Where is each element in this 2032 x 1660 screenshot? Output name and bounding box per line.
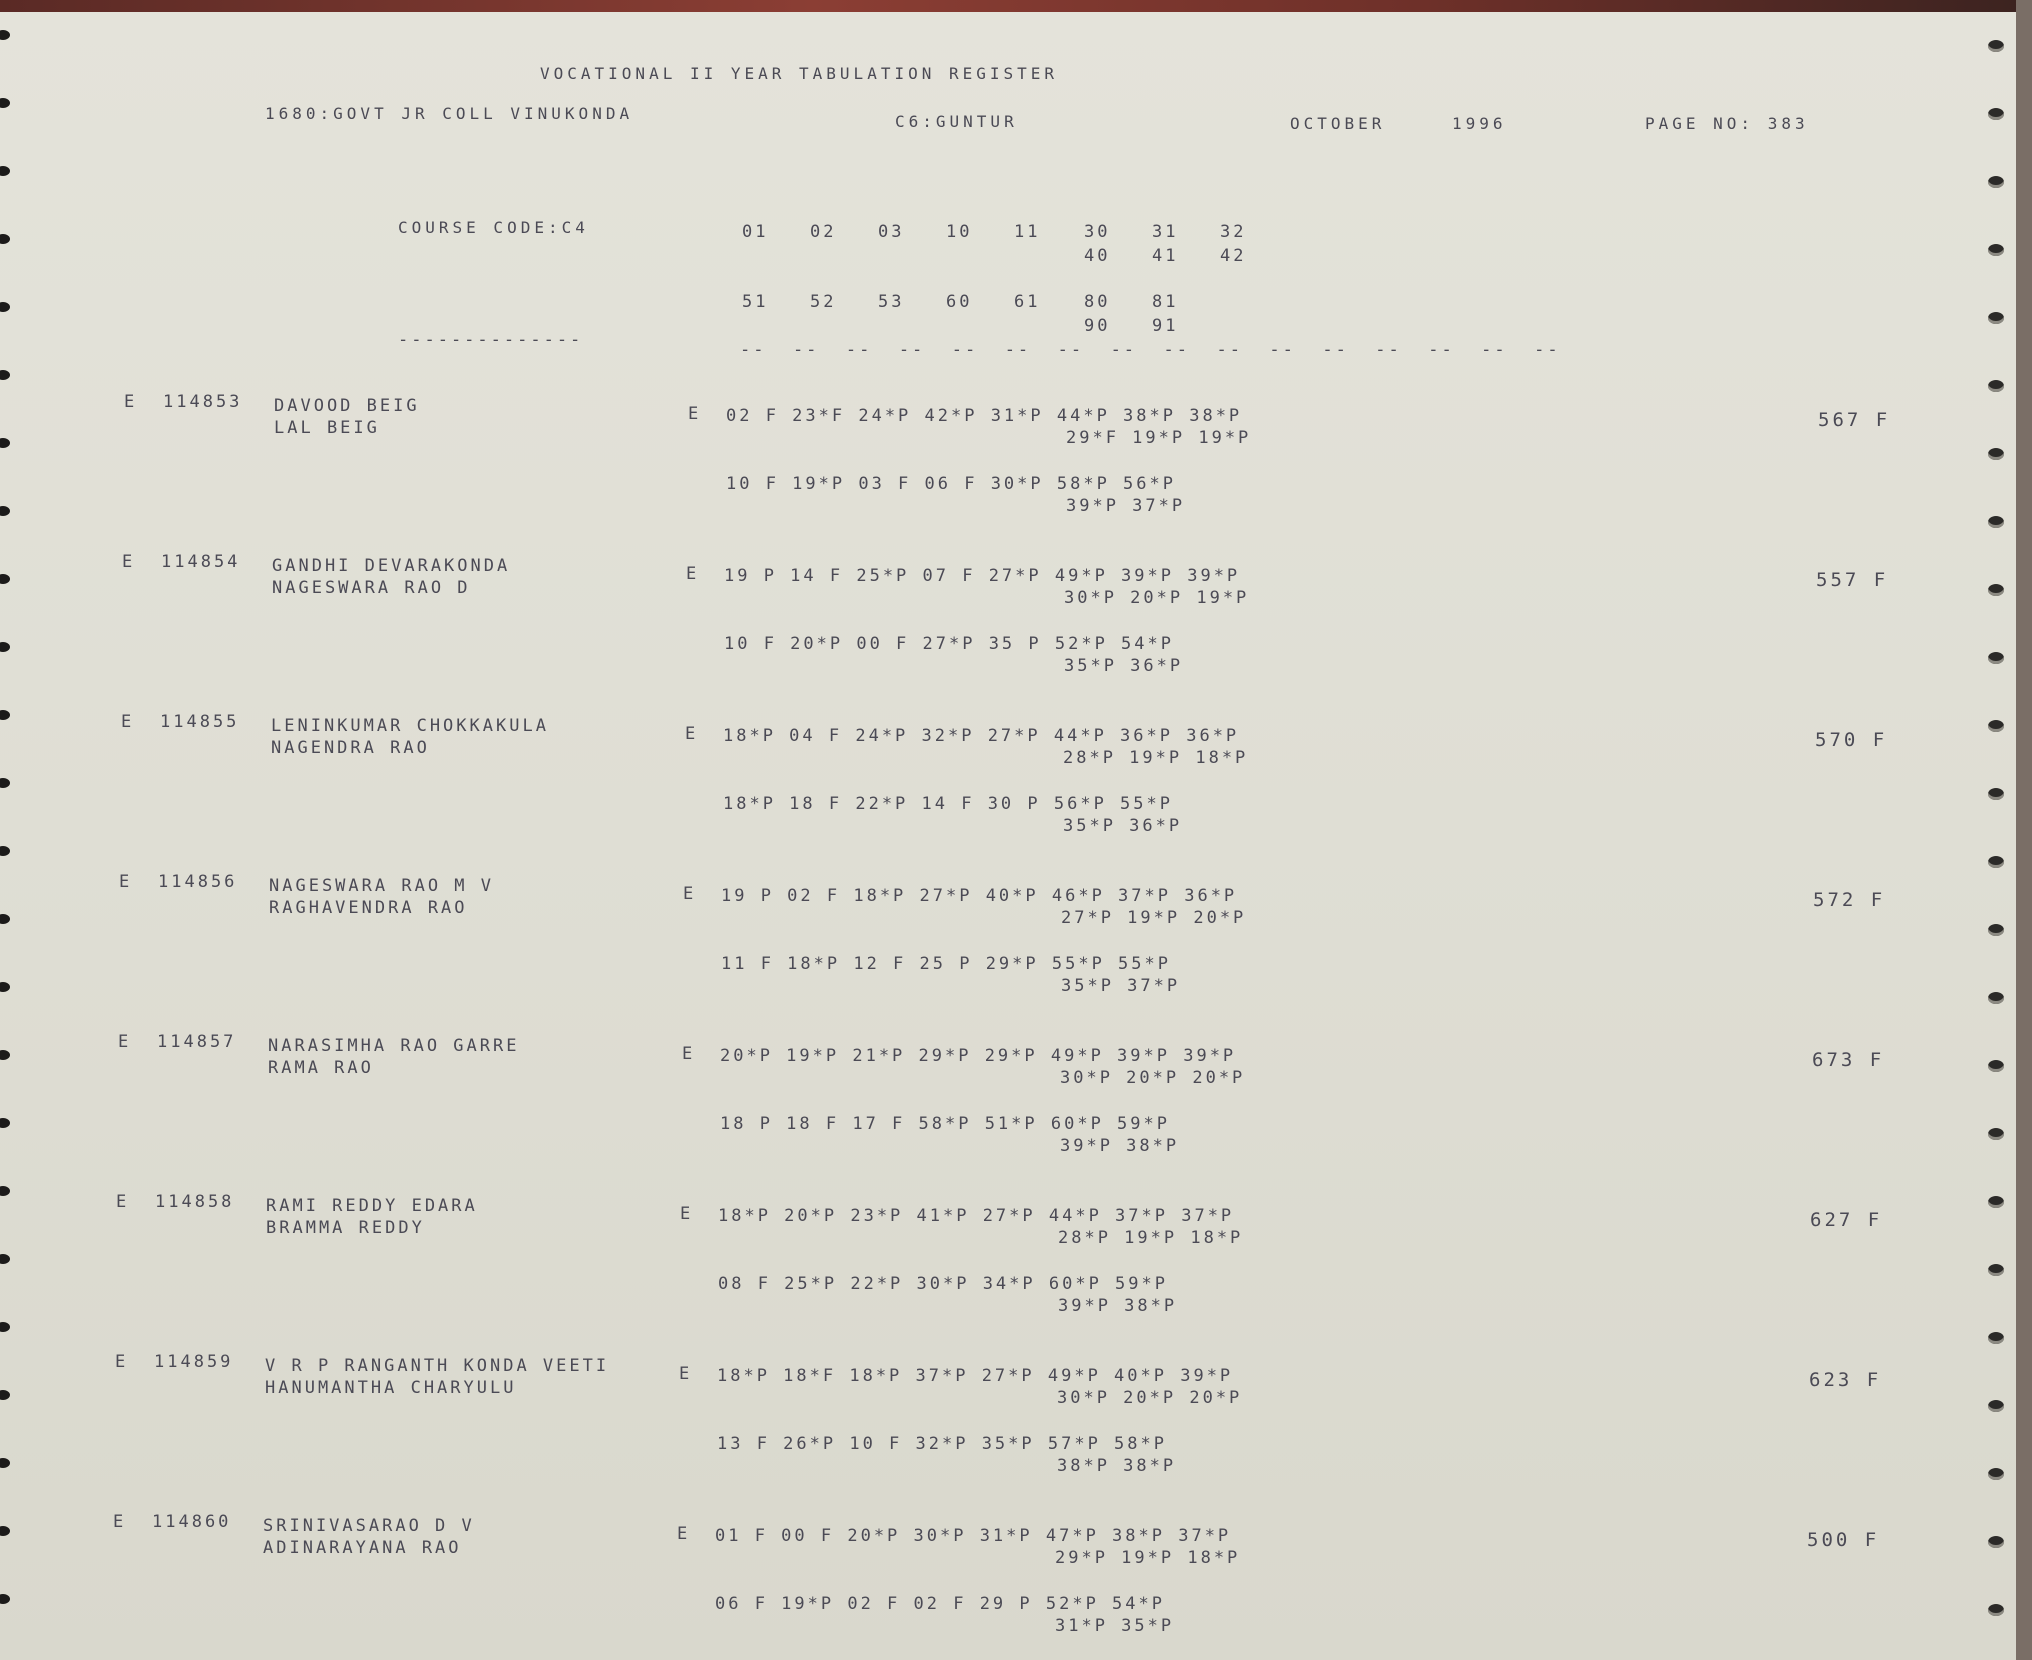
roll-number: 114859	[154, 1352, 234, 1372]
tractor-hole	[1988, 380, 2004, 392]
roll-number: 114858	[155, 1192, 235, 1212]
tractor-hole	[1988, 448, 2004, 460]
subject-code: 32	[1220, 222, 1247, 242]
subject-code: 11	[1014, 222, 1041, 242]
roll-number: 114856	[158, 872, 238, 892]
total-result: 557 F	[1816, 569, 1889, 591]
marks-row: 28*P 19*P 18*P	[1063, 748, 1249, 768]
student-flag: E	[122, 552, 136, 572]
marks-row: 30*P 20*P 19*P	[1064, 588, 1250, 608]
tractor-hole	[0, 1458, 10, 1468]
roll-number: 114855	[160, 712, 240, 732]
student-name: NARASIMHA RAO GARRE	[268, 1036, 520, 1056]
father-name: NAGESWARA RAO D	[272, 578, 471, 598]
total-result: 673 F	[1812, 1049, 1885, 1071]
tractor-hole	[0, 778, 10, 788]
marks-row: 38*P 38*P	[1057, 1456, 1177, 1476]
tractor-hole	[1988, 1332, 2004, 1344]
tractor-hole	[0, 1186, 10, 1196]
subject-code: 52	[810, 292, 837, 312]
tractor-hole	[0, 1322, 10, 1332]
tractor-hole	[0, 710, 10, 720]
marks-row: 27*P 19*P 20*P	[1061, 908, 1247, 928]
student-flag: E	[121, 712, 135, 732]
tractor-hole	[1988, 1264, 2004, 1276]
subject-code: 41	[1152, 246, 1179, 266]
subject-code: 53	[878, 292, 905, 312]
medium-code: E	[679, 1364, 693, 1384]
marks-row: 06 F 19*P 02 F 02 F 29 P 52*P 54*P	[715, 1594, 1165, 1614]
page-number: PAGE NO: 383	[1645, 114, 1809, 133]
marks-row: 19 P 14 F 25*P 07 F 27*P 49*P 39*P 39*P	[724, 566, 1241, 586]
tractor-hole	[1988, 584, 2004, 596]
tractor-hole	[1988, 516, 2004, 528]
tractor-hole	[0, 574, 10, 584]
course-code: COURSE CODE:C4	[398, 218, 589, 237]
medium-code: E	[680, 1204, 694, 1224]
marks-row: 39*P 37*P	[1066, 496, 1186, 516]
marks-row: 31*P 35*P	[1055, 1616, 1175, 1636]
tractor-hole	[0, 846, 10, 856]
father-name: RAMA RAO	[268, 1058, 374, 1078]
student-flag: E	[118, 1032, 132, 1052]
sheet-right-edge	[2016, 0, 2032, 1660]
marks-row: 28*P 19*P 18*P	[1058, 1228, 1244, 1248]
medium-code: E	[677, 1524, 691, 1544]
subject-code: 01	[742, 222, 769, 242]
total-result: 567 F	[1818, 409, 1891, 431]
medium-code: E	[688, 404, 702, 424]
tractor-hole	[0, 642, 10, 652]
marks-row: 18*P 20*P 23*P 41*P 27*P 44*P 37*P 37*P	[718, 1206, 1235, 1226]
tractor-hole	[0, 98, 10, 108]
total-result: 627 F	[1810, 1209, 1883, 1231]
marks-row: 30*P 20*P 20*P	[1057, 1388, 1243, 1408]
roll-number: 114853	[163, 392, 243, 412]
subject-code: 02	[810, 222, 837, 242]
roll-number: 114860	[152, 1512, 232, 1532]
student-name: GANDHI DEVARAKONDA	[272, 556, 511, 576]
tractor-hole	[1988, 720, 2004, 732]
marks-row: 35*P 37*P	[1061, 976, 1181, 996]
tractor-hole	[1988, 1536, 2004, 1548]
subject-code: 90	[1084, 316, 1111, 336]
father-name: NAGENDRA RAO	[271, 738, 430, 758]
marks-row: 30*P 20*P 20*P	[1060, 1068, 1246, 1088]
medium-code: E	[685, 724, 699, 744]
subject-code: 60	[946, 292, 973, 312]
tractor-hole	[1988, 856, 2004, 868]
medium-code: E	[683, 884, 697, 904]
student-flag: E	[124, 392, 138, 412]
father-name: BRAMMA REDDY	[266, 1218, 425, 1238]
district-code: C6:GUNTUR	[895, 112, 1018, 131]
tractor-hole	[1988, 312, 2004, 324]
marks-row: 18 P 18 F 17 F 58*P 51*P 60*P 59*P	[720, 1114, 1170, 1134]
college-name: 1680:GOVT JR COLL VINUKONDA	[265, 104, 634, 123]
tractor-hole	[1988, 652, 2004, 664]
father-name: LAL BEIG	[274, 418, 380, 438]
subject-code: 61	[1014, 292, 1041, 312]
tractor-hole	[1988, 1128, 2004, 1140]
total-result: 570 F	[1815, 729, 1888, 751]
roll-number: 114854	[161, 552, 241, 572]
total-result: 623 F	[1809, 1369, 1882, 1391]
marks-row: 29*P 19*P 18*P	[1055, 1548, 1241, 1568]
total-result: 572 F	[1813, 889, 1886, 911]
tractor-hole	[0, 914, 10, 924]
marks-row: 02 F 23*F 24*P 42*P 31*P 44*P 38*P 38*P	[726, 406, 1243, 426]
sheet-top-edge	[0, 0, 2032, 12]
student-name: LENINKUMAR CHOKKAKULA	[271, 716, 549, 736]
father-name: RAGHAVENDRA RAO	[269, 898, 468, 918]
subject-code: 10	[946, 222, 973, 242]
subject-code: 30	[1084, 222, 1111, 242]
subject-code: 31	[1152, 222, 1179, 242]
column-dashes: -- -- -- -- -- -- -- -- -- -- -- -- -- -- -- --	[740, 340, 1561, 360]
exam-month: OCTOBER	[1290, 114, 1386, 133]
tractor-hole	[0, 1254, 10, 1264]
marks-row: 35*P 36*P	[1063, 816, 1183, 836]
tractor-hole	[0, 1390, 10, 1400]
tractor-hole	[1988, 1604, 2004, 1616]
marks-row: 18*P 18 F 22*P 14 F 30 P 56*P 55*P	[723, 794, 1173, 814]
student-name: SRINIVASARAO D V	[263, 1516, 475, 1536]
tractor-hole	[1988, 176, 2004, 188]
marks-row: 20*P 19*P 21*P 29*P 29*P 49*P 39*P 39*P	[720, 1046, 1237, 1066]
tractor-hole	[0, 982, 10, 992]
tractor-hole	[0, 302, 10, 312]
tractor-hole	[1988, 40, 2004, 52]
marks-row: 18*P 18*F 18*P 37*P 27*P 49*P 40*P 39*P	[717, 1366, 1234, 1386]
tractor-hole	[0, 1594, 10, 1604]
tractor-hole	[0, 506, 10, 516]
marks-row: 08 F 25*P 22*P 30*P 34*P 60*P 59*P	[718, 1274, 1168, 1294]
register-title: VOCATIONAL II YEAR TABULATION REGISTER	[540, 64, 1059, 83]
tractor-hole	[0, 438, 10, 448]
tractor-hole	[0, 1118, 10, 1128]
tractor-hole	[0, 234, 10, 244]
subject-code: 80	[1084, 292, 1111, 312]
marks-row: 39*P 38*P	[1060, 1136, 1180, 1156]
tractor-hole	[1988, 1468, 2004, 1480]
subject-code: 81	[1152, 292, 1179, 312]
father-name: ADINARAYANA RAO	[263, 1538, 462, 1558]
marks-row: 10 F 19*P 03 F 06 F 30*P 58*P 56*P	[726, 474, 1176, 494]
marks-row: 11 F 18*P 12 F 25 P 29*P 55*P 55*P	[721, 954, 1171, 974]
student-name: DAVOOD BEIG	[274, 396, 420, 416]
subject-code: 91	[1152, 316, 1179, 336]
student-flag: E	[113, 1512, 127, 1532]
student-flag: E	[115, 1352, 129, 1372]
marks-row: 19 P 02 F 18*P 27*P 40*P 46*P 37*P 36*P	[721, 886, 1238, 906]
tractor-hole	[1988, 924, 2004, 936]
tractor-hole	[0, 30, 10, 40]
tractor-hole	[1988, 788, 2004, 800]
medium-code: E	[682, 1044, 696, 1064]
marks-row: 35*P 36*P	[1064, 656, 1184, 676]
marks-row: 29*F 19*P 19*P	[1066, 428, 1252, 448]
exam-year: 1996	[1452, 114, 1507, 133]
tractor-hole	[0, 370, 10, 380]
marks-row: 10 F 20*P 00 F 27*P 35 P 52*P 54*P	[724, 634, 1174, 654]
total-result: 500 F	[1807, 1529, 1880, 1551]
tractor-hole	[1988, 1400, 2004, 1412]
tractor-hole	[0, 1050, 10, 1060]
marks-row: 18*P 04 F 24*P 32*P 27*P 44*P 36*P 36*P	[723, 726, 1240, 746]
subject-code: 51	[742, 292, 769, 312]
student-flag: E	[119, 872, 133, 892]
marks-row: 39*P 38*P	[1058, 1296, 1178, 1316]
student-name: V R P RANGANTH KONDA VEETI	[265, 1356, 610, 1376]
medium-code: E	[686, 564, 700, 584]
tractor-hole	[1988, 992, 2004, 1004]
subject-code: 03	[878, 222, 905, 242]
tractor-hole	[1988, 244, 2004, 256]
student-flag: E	[116, 1192, 130, 1212]
tractor-hole	[1988, 1060, 2004, 1072]
student-name: NAGESWARA RAO M V	[269, 876, 494, 896]
roll-number: 114857	[157, 1032, 237, 1052]
subject-code: 40	[1084, 246, 1111, 266]
tractor-hole	[0, 1526, 10, 1536]
tractor-hole	[1988, 1196, 2004, 1208]
student-name: RAMI REDDY EDARA	[266, 1196, 478, 1216]
tractor-hole	[0, 166, 10, 176]
marks-row: 01 F 00 F 20*P 30*P 31*P 47*P 38*P 37*P	[715, 1526, 1232, 1546]
course-underline: --------------	[398, 330, 584, 350]
tractor-hole	[1988, 108, 2004, 120]
subject-code: 42	[1220, 246, 1247, 266]
marks-row: 13 F 26*P 10 F 32*P 35*P 57*P 58*P	[717, 1434, 1167, 1454]
father-name: HANUMANTHA CHARYULU	[265, 1378, 517, 1398]
